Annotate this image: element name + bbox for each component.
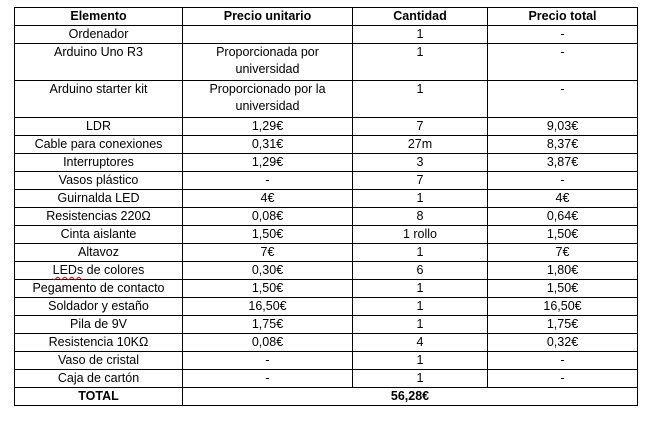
cell-precio-unitario: - [183,370,353,388]
header-precio-unitario: Precio unitario [183,8,353,26]
cell-cantidad: 8 [353,208,488,226]
cell-elemento: Vasos plástico [15,172,183,190]
table-row [15,118,638,136]
cell-precio-unitario: 1,29€ [183,154,353,172]
cell-precio-total: - [488,352,638,370]
table-row [15,316,638,334]
cell-cantidad: 1 [353,280,488,298]
cell-elemento: Guirnalda LED [15,190,183,208]
cell-cantidad: 1 [353,370,488,388]
cell-precio-unitario: 7€ [183,244,353,262]
table-row [15,298,638,316]
cell-text-rest: de colores [83,263,145,277]
cell-precio-total: 4€ [488,190,638,208]
header-precio-total: Precio total [488,8,638,26]
cell-precio-unitario: 1,29€ [183,118,353,136]
cell-precio-unitario: 0,31€ [183,136,353,154]
cell-cantidad: 1 [353,190,488,208]
cell-precio-total: 1,50€ [488,226,638,244]
cell-elemento: Resistencias 220Ω [15,208,183,226]
cell-cantidad: 6 [353,262,488,280]
cell-precio-total: 0,32€ [488,334,638,352]
cell-precio-unitario: - [183,172,353,190]
cell-cantidad: 7 [353,172,488,190]
table-body [15,26,638,388]
table-row [15,26,638,44]
cell-precio-total: 1,75€ [488,316,638,334]
cell-precio-unitario [183,26,353,44]
cell-precio-unitario: Proporcionada por universidad [183,44,353,81]
cell-precio-total: - [488,44,638,81]
cell-elemento: Caja de cartón [15,370,183,388]
cell-cantidad: 1 [353,44,488,81]
cell-elemento: Arduino starter kit [15,81,183,118]
table-row [15,208,638,226]
cell-precio-total: 8,37€ [488,136,638,154]
cell-elemento [15,262,183,280]
cell-elemento: Resistencia 10KΩ [15,334,183,352]
table-row [15,370,638,388]
cell-cantidad: 1 [353,352,488,370]
cell-precio-total: 1,50€ [488,280,638,298]
cell-precio-total: 16,50€ [488,298,638,316]
cell-precio-unitario: 1,75€ [183,316,353,334]
cell-precio-total: 9,03€ [488,118,638,136]
table-row [15,81,638,118]
spellcheck-underline: LEDs [52,263,84,277]
total-row [15,388,638,406]
table-row [15,154,638,172]
budget-table [14,7,638,406]
cell-elemento: Altavoz [15,244,183,262]
header-row [15,8,638,26]
table-row [15,334,638,352]
cell-cantidad: 1 [353,298,488,316]
cell-cantidad: 1 rollo [353,226,488,244]
cell-elemento: Arduino Uno R3 [15,44,183,81]
cell-cantidad: 4 [353,334,488,352]
table-row [15,280,638,298]
cell-precio-total: 3,87€ [488,154,638,172]
cell-precio-total: - [488,81,638,118]
cell-elemento: Pegamento de contacto [15,280,183,298]
cell-precio-unitario: 0,08€ [183,334,353,352]
table-row [15,226,638,244]
cell-precio-total: 7€ [488,244,638,262]
cell-precio-total: 0,64€ [488,208,638,226]
cell-precio-unitario: - [183,352,353,370]
cell-precio-total: - [488,370,638,388]
cell-precio-total: - [488,172,638,190]
cell-elemento: Vaso de cristal [15,352,183,370]
header-elemento: Elemento [15,8,183,26]
cell-cantidad: 1 [353,26,488,44]
cell-cantidad: 7 [353,118,488,136]
table-row [15,172,638,190]
cell-cantidad: 3 [353,154,488,172]
cell-cantidad: 1 [353,316,488,334]
cell-precio-unitario: 16,50€ [183,298,353,316]
cell-cantidad: 27m [353,136,488,154]
table-row [15,244,638,262]
cell-cantidad: 1 [353,244,488,262]
cell-precio-unitario: 4€ [183,190,353,208]
cell-elemento: Pila de 9V [15,316,183,334]
cell-elemento: Cable para conexiones [15,136,183,154]
cell-precio-unitario: 0,30€ [183,262,353,280]
cell-precio-unitario: 0,08€ [183,208,353,226]
header-cantidad: Cantidad [353,8,488,26]
cell-elemento: Ordenador [15,26,183,44]
table-row [15,352,638,370]
cell-elemento: LDR [15,118,183,136]
total-value: 56,28€ [183,388,638,406]
table-row [15,262,638,280]
cell-precio-unitario: 1,50€ [183,226,353,244]
cell-precio-total: 1,80€ [488,262,638,280]
cell-cantidad: 1 [353,81,488,118]
cell-elemento: Cinta aislante [15,226,183,244]
cell-elemento: Soldador y estaño [15,298,183,316]
cell-precio-total: - [488,26,638,44]
total-label: TOTAL [15,388,183,406]
table-row [15,44,638,81]
table-row [15,190,638,208]
cell-elemento: Interruptores [15,154,183,172]
table-row [15,136,638,154]
cell-precio-unitario: Proporcionado por la universidad [183,81,353,118]
cell-precio-unitario: 1,50€ [183,280,353,298]
